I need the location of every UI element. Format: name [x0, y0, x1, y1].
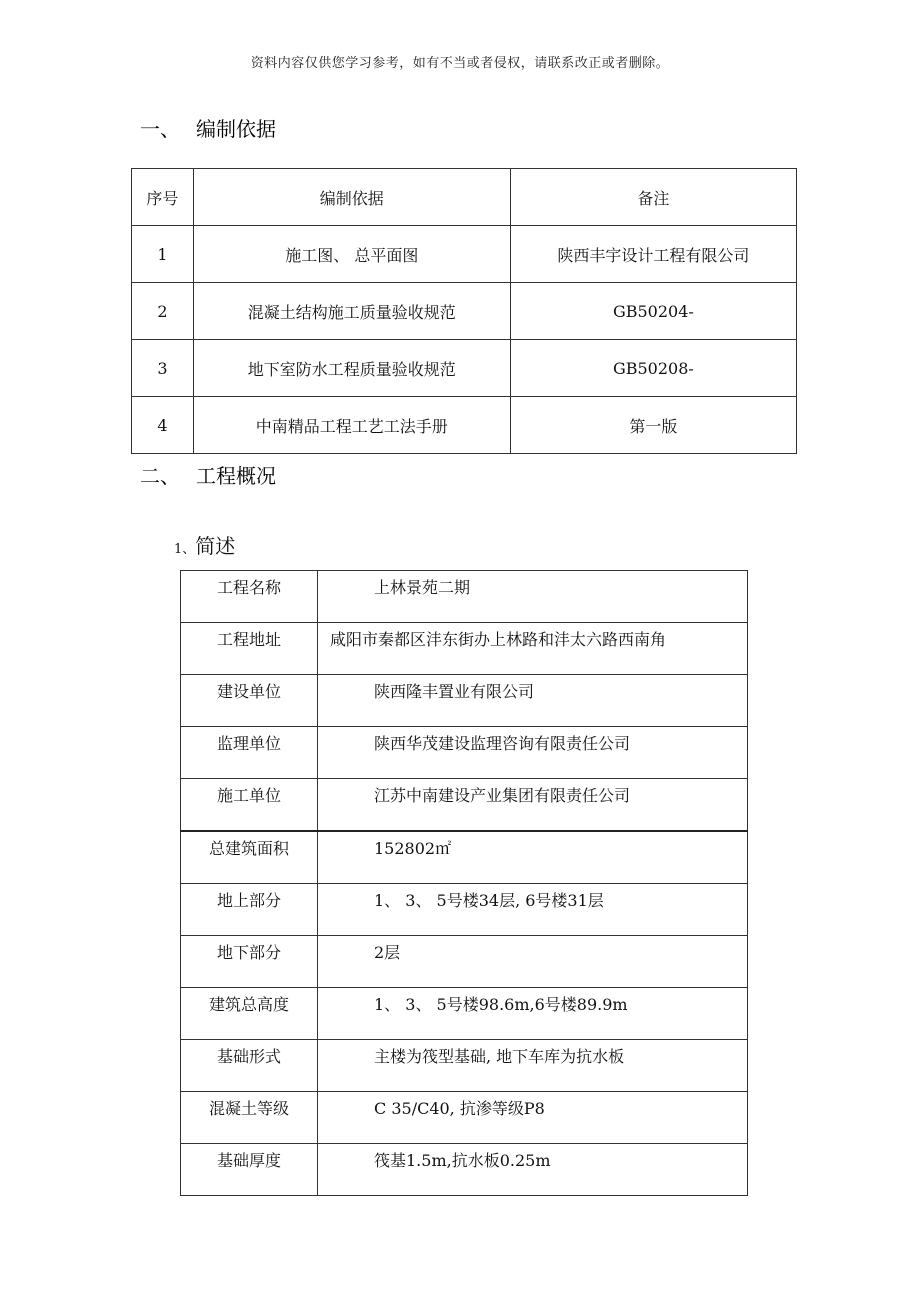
row-label: 工程地址: [181, 623, 318, 675]
table-cell: 2: [132, 283, 194, 340]
row-value: 上林景苑二期: [318, 571, 748, 623]
table-row: [181, 884, 748, 936]
row-value: 江苏中南建设产业集团有限责任公司: [318, 779, 748, 832]
row-label: 工程名称: [181, 571, 318, 623]
subsection-heading-summary: [174, 530, 235, 559]
table-row: [132, 283, 797, 340]
overview-table: [180, 570, 748, 1196]
table-row: [181, 779, 748, 832]
row-value: 陕西隆丰置业有限公司: [318, 675, 748, 727]
subsection-title: 简述: [195, 534, 236, 558]
table-cell: GB50208-: [510, 340, 796, 397]
row-label: 地上部分: [181, 884, 318, 936]
table-cell: 陕西丰宇设计工程有限公司: [510, 226, 796, 283]
table-cell: 中南精品工程工艺工法手册: [193, 397, 510, 454]
basis-table: [131, 168, 797, 454]
table-cell: 4: [132, 397, 194, 454]
table-row: [181, 1144, 748, 1196]
row-value: 陕西华茂建设监理咨询有限责任公司: [318, 727, 748, 779]
table-row: [181, 623, 748, 675]
section-heading-overview: [140, 460, 276, 489]
section-number: 一、: [140, 117, 180, 141]
row-value: C 35/C40, 抗渗等级P8: [318, 1092, 748, 1144]
table-row: [132, 397, 797, 454]
table-cell: 1: [132, 226, 194, 283]
row-value: 2层: [318, 936, 748, 988]
row-label: 建筑总高度: [181, 988, 318, 1040]
section-number: 二、: [140, 464, 180, 488]
row-value: 152802㎡: [318, 831, 748, 884]
row-label: 基础厚度: [181, 1144, 318, 1196]
table-cell: 施工图、 总平面图: [193, 226, 510, 283]
header-cell: 编制依据: [193, 169, 510, 226]
table-row: [181, 571, 748, 623]
header-cell: 序号: [132, 169, 194, 226]
row-label: 基础形式: [181, 1040, 318, 1092]
table-row: [132, 226, 797, 283]
row-label: 地下部分: [181, 936, 318, 988]
table-row: [181, 831, 748, 884]
table-row: [181, 1092, 748, 1144]
table-row: [181, 727, 748, 779]
table-cell: 第一版: [510, 397, 796, 454]
table-row: [132, 340, 797, 397]
table-cell: 3: [132, 340, 194, 397]
table-row: [181, 1040, 748, 1092]
row-label: 施工单位: [181, 779, 318, 832]
table-row: [181, 936, 748, 988]
row-label: 建设单位: [181, 675, 318, 727]
subsection-number: 1、: [174, 542, 196, 557]
row-value: 主楼为筏型基础, 地下车库为抗水板: [318, 1040, 748, 1092]
row-label: 总建筑面积: [181, 831, 318, 884]
section-heading-basis: [140, 113, 276, 142]
section-title: 工程概况: [196, 464, 276, 488]
table-row: [181, 988, 748, 1040]
table-row: [181, 675, 748, 727]
table-header-row: [132, 169, 797, 226]
row-label: 监理单位: [181, 727, 318, 779]
row-value: 1、 3、 5号楼34层, 6号楼31层: [318, 884, 748, 936]
row-value: 咸阳市秦都区沣东街办上林路和沣太六路西南角: [318, 623, 748, 675]
table-cell: 混凝土结构施工质量验收规范: [193, 283, 510, 340]
table-cell: 地下室防水工程质量验收规范: [193, 340, 510, 397]
disclaimer-header: 资料内容仅供您学习参考，如有不当或者侵权，请联系改正或者删除。: [250, 56, 670, 71]
section-title: 编制依据: [196, 117, 276, 141]
header-cell: 备注: [510, 169, 796, 226]
table-cell: GB50204-: [510, 283, 796, 340]
row-value: 筏基1.5m,抗水板0.25m: [318, 1144, 748, 1196]
row-label: 混凝土等级: [181, 1092, 318, 1144]
row-value: 1、 3、 5号楼98.6m,6号楼89.9m: [318, 988, 748, 1040]
